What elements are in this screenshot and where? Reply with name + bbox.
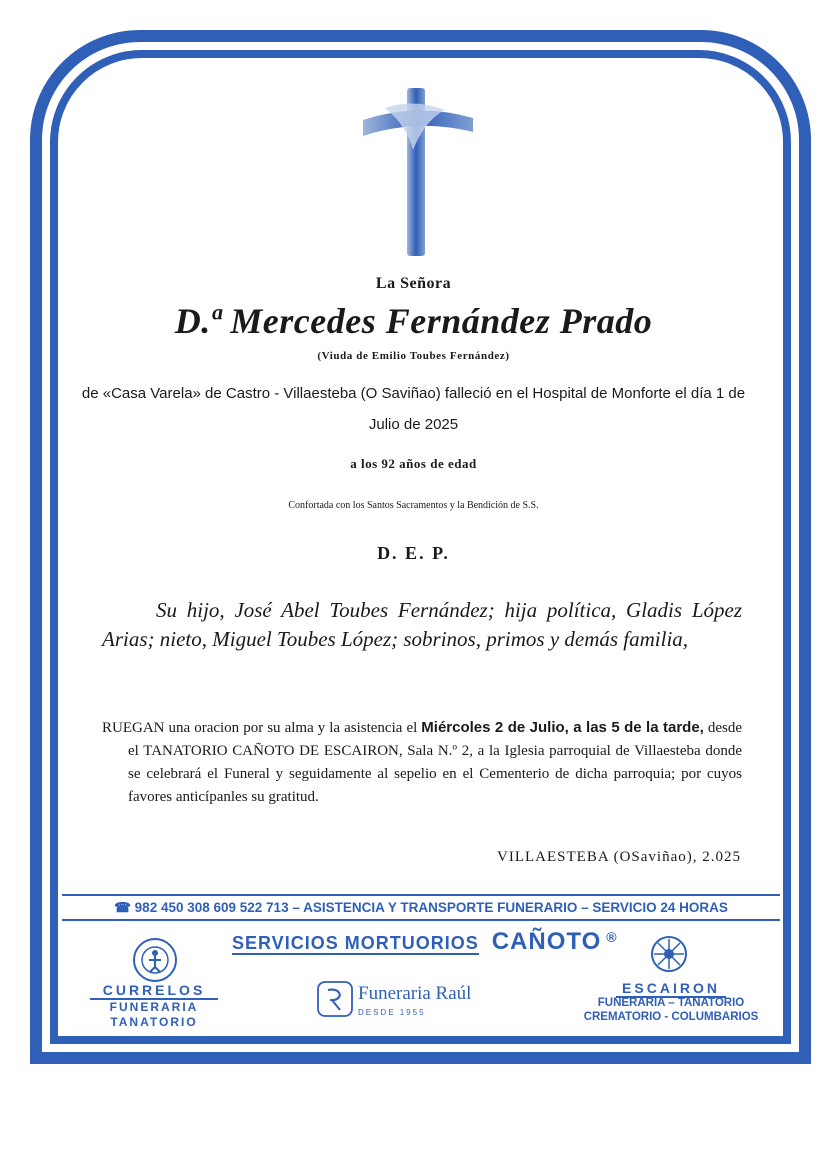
deceased-name: D.ª Mercedes Fernández Prado bbox=[174, 301, 653, 341]
widow-note: (Viuda de Emilio Toubes Fernández) bbox=[317, 350, 510, 362]
currelos-sub bbox=[90, 1000, 218, 1030]
raul-name: Funeraria Raúl bbox=[358, 983, 472, 1004]
currelos-line1: FUNERARIA bbox=[109, 1000, 199, 1014]
family-paragraph: Su hijo, José Abel Toubes Fernández; hija política, Gladis López Arias; nieto, Miguel Toubes López; sobrinos, primos y demás familia, bbox=[102, 598, 742, 651]
footer-rule-bottom bbox=[62, 919, 780, 921]
cross-icon bbox=[355, 80, 480, 260]
phone-line-text: 982 450 308 609 522 713 – ASISTENCIA Y TRANSPORTE FUNERARIO – SERVICIO 24 HORAS bbox=[134, 900, 728, 915]
request-part2: desde el TANATORIO CAÑOTO DE ESCAIRON, Sala N.º 2, a la Iglesia parroquial de Villaesteba donde se celebrará el Funeral y seguidamente al sepelio en el Cementerio de dicha parroquia; por cuyos favores anticípanles su gratitud. bbox=[128, 720, 743, 805]
footer-rule-top bbox=[62, 894, 780, 896]
request-date-time: Miércoles 2 de Julio, a las 5 de la tarde, bbox=[421, 719, 704, 736]
banner-mark: ® bbox=[606, 929, 617, 945]
currelos-logo-icon bbox=[128, 936, 182, 984]
dep-line: D. E. P. bbox=[377, 543, 450, 563]
raul-since: DESDE 1955 bbox=[358, 1008, 426, 1017]
phone-icon: ☎ bbox=[114, 900, 131, 915]
company-banner bbox=[232, 928, 617, 956]
escairon-line1: FUNERARIA – TANATORIO bbox=[597, 997, 745, 1009]
escairon-name: ESCAIRON bbox=[616, 980, 726, 998]
currelos-name: CURRELOS bbox=[90, 982, 218, 1000]
escairon-name-wrap bbox=[576, 980, 766, 996]
death-notice: de «Casa Varela» de Castro - Villaesteba (O Saviñao) falleció en el Hospital de Monforte el día 1 de Julio de 2025 bbox=[81, 385, 746, 433]
escairon-logo-icon bbox=[650, 935, 688, 973]
request-paragraph bbox=[102, 716, 742, 809]
signoff: VILLAESTEBA (OSaviñao), 2.025 bbox=[497, 849, 741, 865]
phone-line bbox=[62, 900, 780, 916]
request-part1: una oracion por su alma y la asistencia el bbox=[168, 720, 418, 736]
escairon-sub bbox=[566, 996, 776, 1024]
escairon-line2: CREMATORIO - COLUMBARIOS bbox=[583, 1011, 759, 1023]
currelos-line2: TANATORIO bbox=[110, 1015, 198, 1029]
age-line: a los 92 años de edad bbox=[350, 456, 477, 471]
banner-brand: CAÑOTO bbox=[491, 928, 602, 955]
request-lead: RUEGAN bbox=[102, 720, 165, 736]
banner-text: SERVICIOS MORTUORIOS bbox=[232, 933, 479, 953]
salutation: La Señora bbox=[375, 275, 452, 292]
comforted-line: Confortada con los Santos Sacramentos y la Bendición de S.S. bbox=[288, 500, 539, 511]
raul-logo-icon bbox=[316, 980, 354, 1018]
